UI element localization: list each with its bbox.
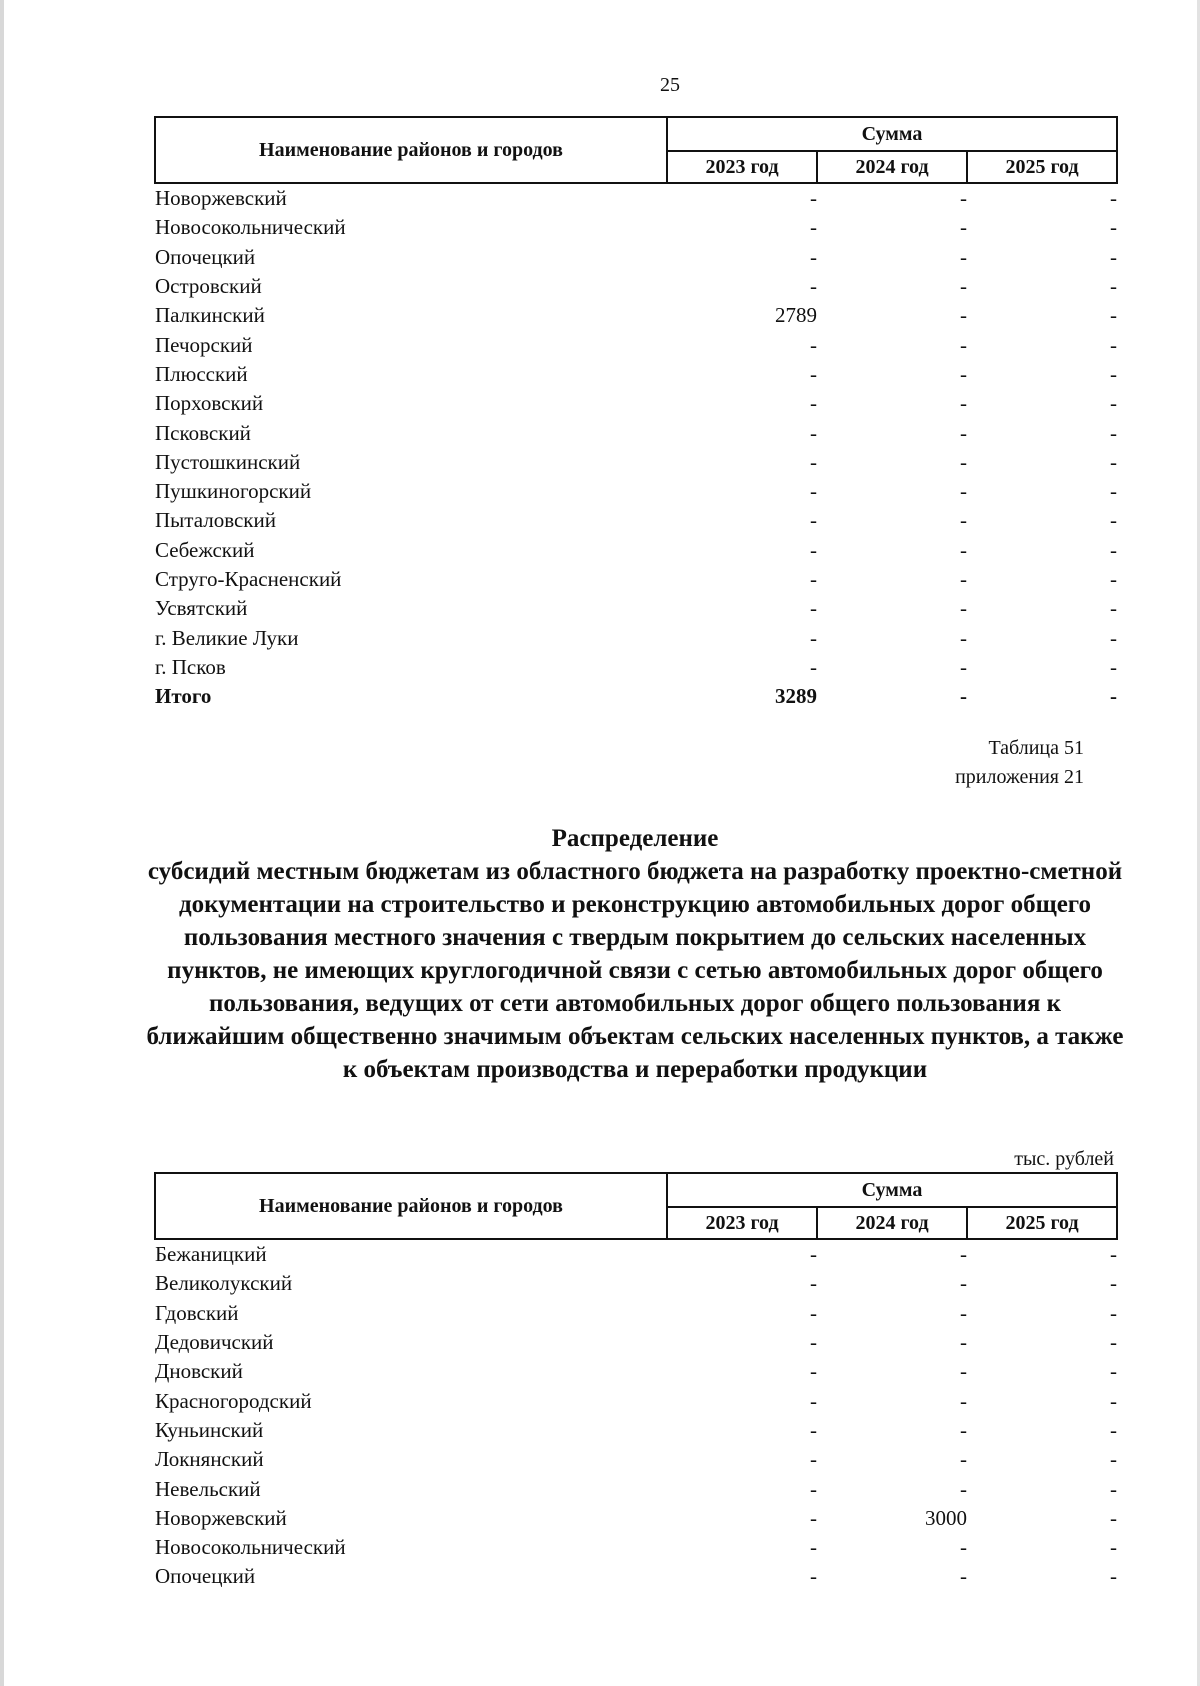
- table-row: [155, 213, 1117, 242]
- value-2024: -: [960, 1417, 967, 1442]
- value-2023: 3289: [775, 684, 817, 709]
- value-2025: -: [1110, 625, 1118, 650]
- value-2023: -: [810, 420, 817, 445]
- scan-edge-left: [0, 0, 4, 1686]
- table-row: [155, 506, 1117, 535]
- value-2025: -: [1110, 1271, 1118, 1296]
- column-header-name: Наименование районов и городов: [155, 117, 667, 183]
- value-2023: -: [810, 625, 817, 650]
- table-row: [155, 1533, 1117, 1562]
- value-2023: -: [810, 654, 817, 679]
- value-2024: -: [960, 1300, 967, 1325]
- unit-label: тыс. рублей: [1014, 1148, 1114, 1170]
- value-2023: 2789: [775, 303, 817, 328]
- table-number: Таблица 51: [988, 737, 1084, 759]
- table-row: [155, 594, 1117, 623]
- value-2024: 3000: [925, 1505, 967, 1530]
- value-2024: -: [960, 1271, 967, 1296]
- value-2023: -: [810, 274, 817, 299]
- table-body: [155, 1239, 1117, 1592]
- value-2023: -: [810, 361, 817, 386]
- total-label: Итого: [155, 684, 212, 709]
- district-name: Великолукский: [155, 1271, 293, 1296]
- value-2025: -: [1110, 1476, 1118, 1501]
- district-name: Плюсский: [155, 361, 248, 386]
- document-heading: [140, 822, 1130, 1086]
- value-2023: -: [810, 1388, 817, 1413]
- value-2025: -: [1110, 274, 1118, 299]
- value-2023: -: [810, 537, 817, 562]
- value-2024: -: [960, 361, 967, 386]
- value-2024: -: [960, 391, 967, 416]
- value-2023: -: [810, 1476, 817, 1501]
- value-2025: -: [1110, 361, 1118, 386]
- district-name: г. Великие Луки: [155, 625, 299, 650]
- value-2023: -: [810, 215, 817, 240]
- value-2024: -: [960, 654, 967, 679]
- value-2023: -: [810, 508, 817, 533]
- value-2025: -: [1110, 479, 1118, 504]
- distribution-table: [154, 1172, 1118, 1592]
- value-2025: -: [1110, 596, 1118, 621]
- value-2024: -: [960, 449, 967, 474]
- value-2023: -: [810, 596, 817, 621]
- district-name: Пыталовский: [155, 508, 276, 533]
- heading-title: Распределение: [551, 825, 719, 852]
- table-row: [155, 1357, 1117, 1386]
- value-2025: -: [1110, 1359, 1118, 1384]
- district-name: г. Псков: [155, 654, 226, 679]
- value-2023: -: [810, 1447, 817, 1472]
- district-name: Островский: [155, 274, 262, 299]
- value-2025: -: [1110, 1447, 1118, 1472]
- district-name: Порховский: [155, 391, 264, 416]
- value-2024: -: [960, 420, 967, 445]
- column-header-2023: 2023 год: [667, 151, 817, 183]
- district-name: Дедовичский: [155, 1330, 274, 1355]
- district-name: Невельский: [155, 1476, 261, 1501]
- district-name: Красногородский: [155, 1388, 312, 1413]
- district-name: Себежский: [155, 537, 255, 562]
- table-row: [155, 623, 1117, 652]
- value-2025: -: [1110, 1388, 1118, 1413]
- district-name: Печорский: [155, 332, 253, 357]
- table-row: [155, 272, 1117, 301]
- district-name: Псковский: [155, 420, 251, 445]
- value-2025: -: [1110, 303, 1118, 328]
- table-row: [155, 1269, 1117, 1298]
- district-name: Новоржевский: [155, 186, 287, 211]
- value-2025: -: [1110, 508, 1118, 533]
- column-header-2024: 2024 год: [817, 1207, 967, 1239]
- value-2024: -: [960, 537, 967, 562]
- value-2024: -: [960, 1242, 967, 1267]
- value-2023: -: [810, 1535, 817, 1560]
- value-2024: -: [960, 596, 967, 621]
- value-2025: -: [1110, 1300, 1118, 1325]
- value-2025: -: [1110, 420, 1118, 445]
- value-2023: -: [810, 1505, 817, 1530]
- value-2024: -: [960, 244, 967, 269]
- value-2023: -: [810, 1271, 817, 1296]
- column-header-sum: Сумма: [667, 117, 1117, 151]
- value-2025: -: [1110, 1505, 1118, 1530]
- distribution-table-continued: [154, 116, 1118, 711]
- district-name: Новоржевский: [155, 1505, 287, 1530]
- column-header-2025: 2025 год: [967, 1207, 1117, 1239]
- page-number: 25: [660, 74, 680, 96]
- value-2024: -: [960, 1476, 967, 1501]
- value-2023: -: [810, 1564, 817, 1589]
- value-2025: -: [1110, 449, 1118, 474]
- table-row: [155, 477, 1117, 506]
- district-name: Палкинский: [155, 303, 265, 328]
- table-header: [155, 117, 1117, 183]
- value-2025: -: [1110, 567, 1118, 591]
- table-row: [155, 1445, 1117, 1474]
- total-row: [155, 682, 1117, 711]
- value-2024: -: [960, 1330, 967, 1355]
- value-2023: -: [810, 449, 817, 474]
- value-2024: -: [960, 479, 967, 504]
- value-2024: -: [960, 215, 967, 240]
- district-name: Опочецкий: [155, 244, 256, 269]
- district-name: Пустошкинский: [155, 449, 301, 474]
- value-2024: -: [960, 684, 967, 709]
- value-2023: -: [810, 567, 817, 591]
- district-name: Струго-Красненский: [155, 567, 342, 591]
- table-row: [155, 1474, 1117, 1503]
- value-2024: -: [960, 567, 967, 591]
- value-2023: -: [810, 332, 817, 357]
- value-2025: -: [1110, 1417, 1118, 1442]
- table-row: [155, 565, 1117, 594]
- column-header-2025: 2025 год: [967, 151, 1117, 183]
- table-caption: [955, 734, 1084, 792]
- value-2023: -: [810, 479, 817, 504]
- district-name: Пушкиногорский: [155, 479, 312, 504]
- value-2025: -: [1110, 537, 1118, 562]
- value-2023: -: [810, 1330, 817, 1355]
- table-row: [155, 243, 1117, 272]
- value-2024: -: [960, 508, 967, 533]
- value-2023: -: [810, 1242, 817, 1267]
- district-name: Куньинский: [155, 1417, 264, 1442]
- table-row: [155, 183, 1117, 213]
- value-2025: -: [1110, 1535, 1118, 1560]
- district-name: Новосокольнический: [155, 215, 346, 240]
- value-2023: -: [810, 1417, 817, 1442]
- column-header-sum: Сумма: [667, 1173, 1117, 1207]
- table-row: [155, 1386, 1117, 1415]
- value-2023: -: [810, 391, 817, 416]
- district-name: Дновский: [155, 1359, 243, 1384]
- value-2024: -: [960, 303, 967, 328]
- value-2024: -: [960, 1447, 967, 1472]
- district-name: Гдовский: [155, 1300, 239, 1325]
- value-2024: -: [960, 1535, 967, 1560]
- table-header: [155, 1173, 1117, 1239]
- value-2025: -: [1110, 244, 1118, 269]
- table-row: [155, 653, 1117, 682]
- column-header-2024: 2024 год: [817, 151, 967, 183]
- table-row: [155, 448, 1117, 477]
- value-2025: -: [1110, 1242, 1118, 1267]
- value-2025: -: [1110, 1330, 1118, 1355]
- table-row: [155, 301, 1117, 330]
- table-row: [155, 330, 1117, 359]
- table-row: [155, 389, 1117, 418]
- table-row: [155, 536, 1117, 565]
- value-2023: -: [810, 244, 817, 269]
- table-row: [155, 1299, 1117, 1328]
- value-2024: -: [960, 625, 967, 650]
- value-2024: -: [960, 274, 967, 299]
- table-body: [155, 183, 1117, 711]
- table-row: [155, 418, 1117, 447]
- table-row: [155, 1562, 1117, 1591]
- value-2024: -: [960, 186, 967, 211]
- district-name: Усвятский: [155, 596, 248, 621]
- table-row: [155, 1239, 1117, 1269]
- table-row: [155, 360, 1117, 389]
- value-2023: -: [810, 1300, 817, 1325]
- value-2024: -: [960, 332, 967, 357]
- heading-body: субсидий местным бюджетам из областного бюджета на разработку проектно-сметной документации на строительство и реконструкцию автомобильных дорог общего пользования местного значения с твердым покрытием до сельских населенных пунктов, не имеющих круглогодичной связи с сетью автомобильных дорог общего пользования, ведущих от сети автомобильных дорог общего пользования к ближайшим общественно значимым объектам сельских населенных пунктов, а также к объектам производства и переработки продукции: [146, 858, 1124, 1083]
- value-2024: -: [960, 1359, 967, 1384]
- value-2025: -: [1110, 654, 1118, 679]
- value-2025: -: [1110, 391, 1118, 416]
- value-2024: -: [960, 1388, 967, 1413]
- value-2023: -: [810, 1359, 817, 1384]
- appendix-number: приложения 21: [955, 766, 1084, 788]
- district-name: Бежаницкий: [155, 1242, 267, 1267]
- value-2024: -: [960, 1564, 967, 1589]
- district-name: Опочецкий: [155, 1564, 256, 1589]
- table-row: [155, 1328, 1117, 1357]
- value-2023: -: [810, 186, 817, 211]
- column-header-2023: 2023 год: [667, 1207, 817, 1239]
- table-row: [155, 1416, 1117, 1445]
- district-name: Новосокольнический: [155, 1535, 346, 1560]
- column-header-name: Наименование районов и городов: [155, 1173, 667, 1239]
- table-row: [155, 1504, 1117, 1533]
- value-2025: -: [1110, 215, 1118, 240]
- value-2025: -: [1110, 1564, 1118, 1589]
- value-2025: -: [1110, 332, 1118, 357]
- value-2025: -: [1110, 684, 1118, 709]
- district-name: Локнянский: [155, 1447, 264, 1472]
- value-2025: -: [1110, 186, 1118, 211]
